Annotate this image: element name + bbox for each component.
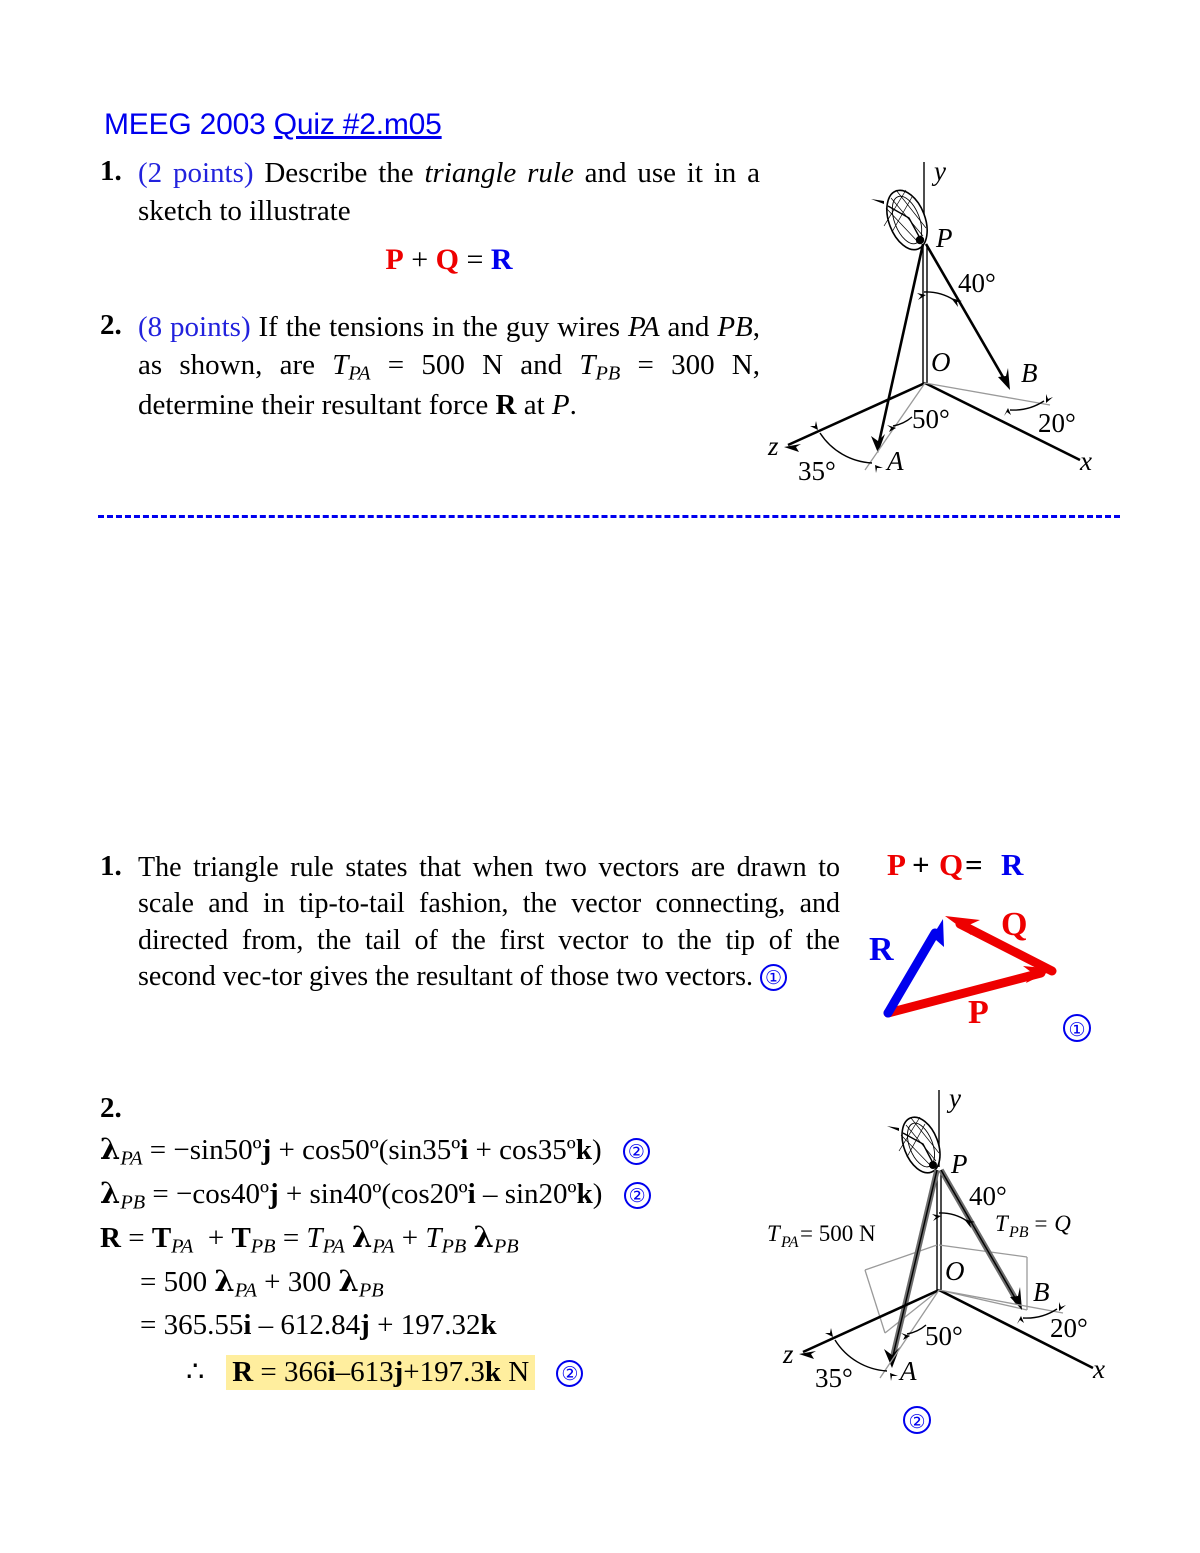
label-y-axis: y — [949, 1083, 961, 1113]
label-tension-pb — [995, 1211, 1071, 1241]
page-title-quiz: Quiz #2.m05 — [273, 108, 442, 141]
svg-text:PA: PA — [781, 1234, 799, 1251]
triangle-equation-r: R — [1001, 847, 1024, 882]
label-z-axis: z — [783, 1339, 794, 1369]
solution-1-block — [100, 850, 840, 996]
svg-text:= 500 N: = 500 N — [800, 1221, 876, 1246]
label-x-axis: x — [1093, 1354, 1105, 1384]
problem-2-tpa-subscript: PA — [348, 362, 371, 385]
problem-2-line3: = 500 N and — [370, 349, 580, 382]
problem-1-points: (2 points) — [138, 157, 254, 189]
equation-lambda-pb: $\lambda_{PB}$ = −cos40ºj + sin40º(cos20ºi – sin20ºk) ② — [100, 1173, 800, 1217]
problem-2-line1: If the tensions in the guy wires — [250, 311, 628, 344]
problem-1-text-before: Describe the — [253, 157, 425, 189]
mark-lambda-pb: ② — [624, 1182, 651, 1209]
svg-text:PB: PB — [1009, 1224, 1029, 1241]
solution-1-text: The triangle rule states that when two vectors are drawn to scale and in tip-to-tail fashion, the vector connecting, and directed from, the tail of the first vector to the tip of the second vec-tor gives the resultant of those two vectors. — [138, 852, 840, 993]
problem-2-number: 2. — [100, 309, 122, 342]
solution-2 — [100, 1088, 800, 1392]
problem-1 — [100, 155, 760, 279]
problem-2-body — [138, 309, 760, 424]
triangle-equation-equals: = — [965, 847, 983, 882]
svg-text:T: T — [767, 1221, 780, 1246]
label-angle-40: 40° — [969, 1181, 1007, 1211]
answer-i: 366 — [284, 1355, 328, 1388]
svg-text:①: ① — [1068, 1020, 1086, 1041]
problem-2-line6: . — [569, 389, 577, 422]
problem-1-equation — [138, 240, 760, 279]
equation-resultant-components: = 365.55i – 612.84j + 197.32k — [140, 1308, 497, 1341]
equation-equals: = — [459, 243, 491, 277]
answer-unit: N — [508, 1355, 530, 1388]
problem-2-r-symbol: R — [495, 389, 517, 422]
label-vector-q: Q — [1001, 906, 1028, 943]
label-angle-40: 40° — [958, 268, 996, 298]
problem-1-italic-term: triangle rule — [424, 157, 574, 189]
triangle-equation-q: Q — [939, 847, 964, 882]
problem-1-number: 1. — [100, 155, 122, 187]
label-angle-20: 20° — [1050, 1313, 1088, 1343]
equation-lambda-pa: $\lambda_{PA}$ = −sin50ºj + cos50º(sin35ºi + cos35ºk) ② — [100, 1129, 800, 1173]
label-point-p: P — [936, 223, 953, 253]
label-angle-35: 35° — [798, 456, 836, 486]
label-angle-50: 50° — [912, 404, 950, 434]
equation-final-answer — [100, 1352, 800, 1393]
problem-2-p-symbol: P — [551, 389, 570, 422]
problem-2-line2: , as shown, are — [138, 311, 761, 382]
label-point-o: O — [931, 347, 951, 377]
problem-2-and: and — [659, 311, 718, 344]
angle-40-arc — [924, 292, 954, 300]
label-point-a: A — [887, 446, 904, 476]
triangle-mark — [1064, 1015, 1090, 1041]
equation-p: P — [385, 243, 404, 277]
label-point-o: O — [945, 1256, 965, 1286]
svg-text:T: T — [995, 1211, 1008, 1236]
component-j: 612.84 — [280, 1308, 361, 1341]
problem-1-body — [138, 155, 760, 279]
figure-guy-wires-solution — [745, 1075, 1185, 1460]
label-point-b: B — [1033, 1277, 1050, 1307]
answer-j: 613 — [350, 1355, 394, 1388]
coef-300: 300 — [287, 1265, 332, 1298]
mark-final-answer: ② — [556, 1360, 583, 1387]
label-tension-pa — [767, 1221, 876, 1251]
equation-plus: + — [403, 243, 436, 277]
section-divider — [98, 515, 1120, 518]
problem-1-text-after: and use it in a sketch to illustrate — [138, 157, 760, 227]
satellite-dish-icon — [887, 1112, 947, 1178]
label-angle-50: 50° — [925, 1321, 963, 1351]
problem-2-wire-pb: PB — [717, 311, 753, 344]
answer-k: 197.3 — [419, 1355, 485, 1388]
equation-q: Q — [435, 243, 459, 277]
projection-a-top — [865, 1245, 937, 1270]
solution-1 — [100, 850, 840, 1014]
label-x-axis: x — [1080, 446, 1092, 476]
problem-2-points: (8 points) — [138, 311, 251, 344]
label-angle-35: 35° — [815, 1363, 853, 1393]
coef-500: 500 — [163, 1265, 208, 1298]
label-point-a: A — [900, 1356, 917, 1386]
problem-2-tpb-symbol: T — [579, 349, 596, 382]
label-angle-20: 20° — [1038, 408, 1076, 438]
therefore-symbol: ∴ — [186, 1355, 205, 1388]
problem-2-line4: = 300 N, determine their resultant force — [138, 349, 760, 422]
triangle-equation-plus: + — [912, 847, 930, 882]
label-z-axis: z — [768, 431, 779, 461]
z-axis — [788, 383, 925, 445]
svg-text:②: ② — [908, 1412, 926, 1433]
svg-text:= Q: = Q — [1033, 1211, 1071, 1236]
figure-bottom-mark — [904, 1407, 930, 1433]
page-title — [104, 108, 442, 142]
problem-2-tpb-subscript: PB — [595, 362, 621, 385]
problem-2-wire-pa: PA — [627, 311, 660, 344]
solution-2-number: 2. — [100, 1092, 122, 1124]
page-title-course: MEEG 2003 — [104, 108, 274, 141]
vector-q-arrow — [945, 916, 1052, 971]
equation-resultant-coefficients: = 500 $\lambda_{PA} + 300$ $\lambda_{PB}$ — [140, 1263, 384, 1302]
mark-lambda-pa: ② — [623, 1138, 650, 1165]
solution-1-number: 1. — [100, 850, 122, 882]
component-i: 365.55 — [163, 1308, 244, 1341]
figure-triangle-rule — [855, 845, 1175, 1050]
solution-1-mark: ① — [760, 964, 787, 991]
angle-40-arc — [939, 1213, 967, 1221]
label-y-axis: y — [934, 156, 946, 186]
triangle-equation-p: P — [887, 847, 906, 882]
equation-resultant-expand: $R = T_{PA} + T_{PB} = T_{PA}$ $\lambda_{PA} + T_{PB}$ $\lambda_{PB}$ — [100, 1219, 519, 1258]
figure-guy-wires-problem — [760, 140, 1180, 510]
answer-highlight: R = 366i–613j+197.3k N — [226, 1355, 535, 1390]
label-point-b: B — [1021, 358, 1038, 388]
label-vector-r: R — [869, 931, 894, 968]
problem-2-line5: at — [516, 389, 552, 422]
component-k: 197.32 — [400, 1308, 481, 1341]
problem-2-tpa-symbol: T — [332, 349, 349, 382]
label-point-p: P — [951, 1149, 968, 1179]
problem-2 — [100, 309, 760, 424]
solution-1-body — [138, 850, 840, 996]
problem-statements — [100, 155, 760, 443]
label-vector-p: P — [968, 994, 989, 1031]
equation-r: R — [490, 243, 513, 277]
